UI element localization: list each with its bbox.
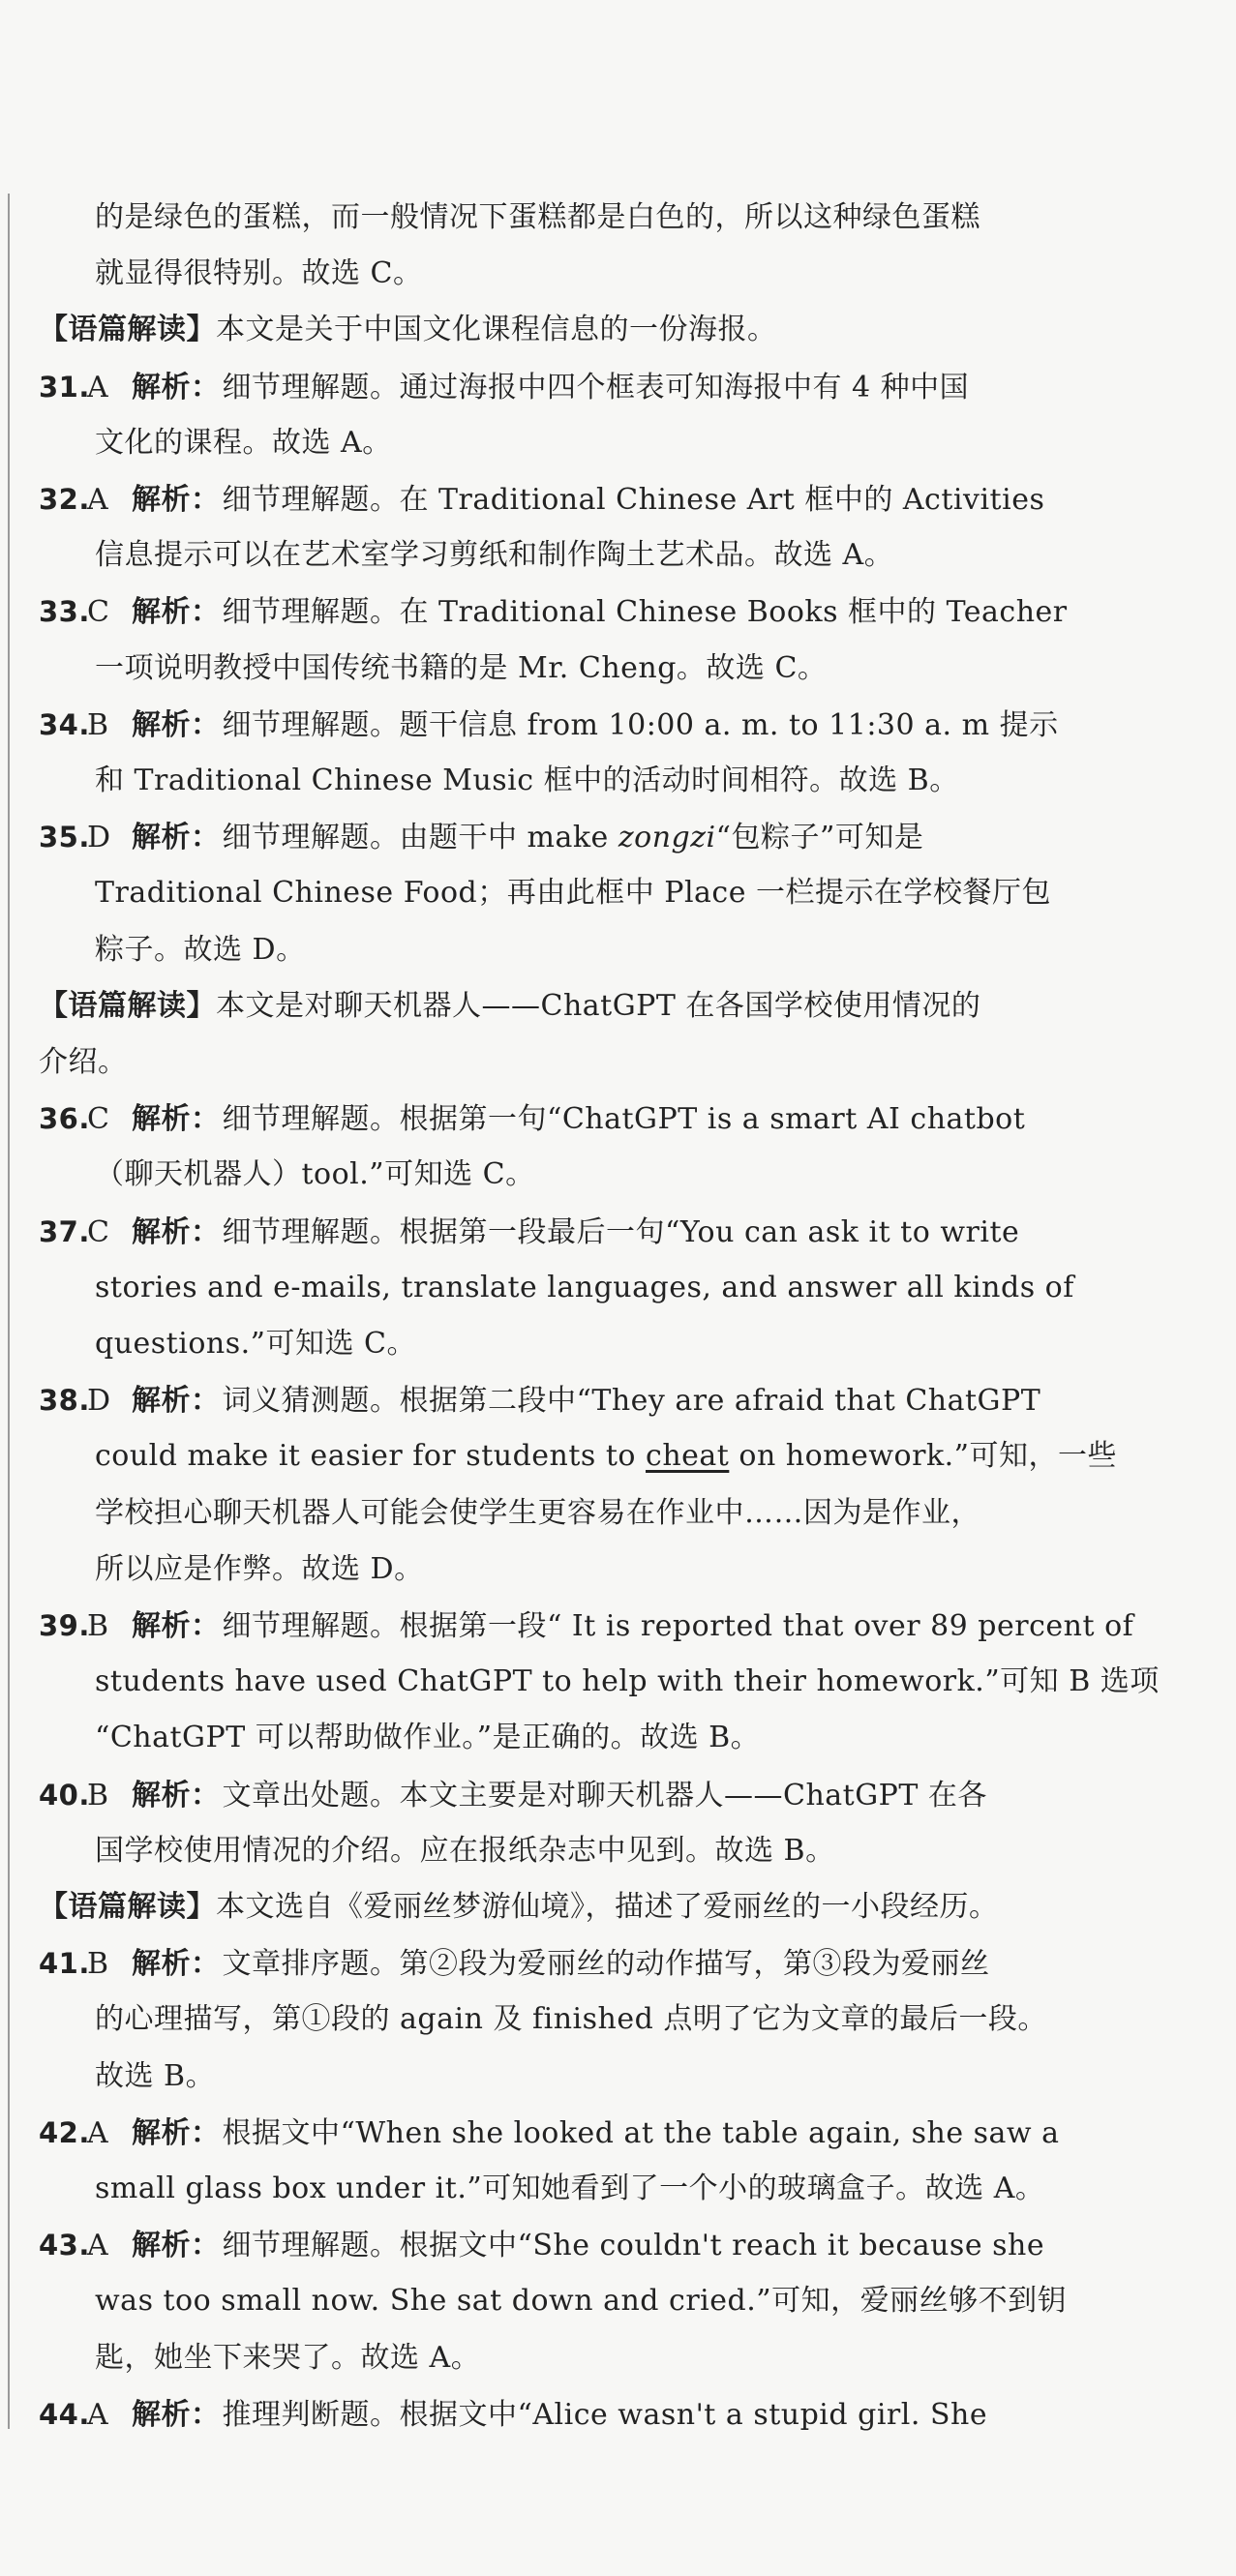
analysis-text: 细节理解题。通过海报中四个框表可知海报中有 4 种中国 [222,370,970,404]
question-number: 42. [39,2115,90,2149]
text-line: small glass box under it.”可知她看到了一个小的玻璃盒子。故选 A。 [95,2172,1045,2205]
question-number: 44. [39,2397,90,2431]
text-line: 就显得很特别。故选 C。 [95,256,423,291]
analysis-label: 解析： [132,595,221,630]
question-number: 33. [39,595,90,629]
text-segment: could make it easier for students to [95,1439,647,1474]
passage-summary-label: 语篇解读 [68,1890,187,1924]
question-number: 39. [39,1609,90,1642]
analysis-text: 根据文中“When she looked at the table again, she saw a [222,2115,1060,2150]
answer-letter: B [87,1947,109,1982]
text-line: 故选 B。 [95,2058,216,2093]
analysis-text: 词义猜测题。根据第二段中“They are afraid that ChatGPT [222,1384,1041,1419]
analysis-label: 解析： [132,821,221,855]
text-line: 和 Traditional Chinese Music 框中的活动时间相符。故选 B。 [95,764,959,797]
text-line: 学校担心聊天机器人可能会使学生更容易在作业中……因为是作业， [95,1495,980,1530]
text-line: 的心理描写，第①段的 again 及 finished 点明了它为文章的最后一段。 [95,2002,1047,2037]
question-number: 41. [39,1947,90,1981]
analysis-text: 细节理解题。根据第一段最后一句“You can ask it to write [222,1214,1020,1249]
analysis-label: 解析： [132,2397,221,2432]
analysis-label: 解析： [132,483,221,517]
answer-letter: B [87,707,109,742]
text-line: was too small now. She sat down and cried.”可知，爱丽丝够不到钥 [95,2284,1068,2319]
question-number: 36. [39,1102,90,1136]
question-entry [39,1381,1040,1421]
question-number: 31. [39,370,90,404]
analysis-text: 推理判断题。根据文中“Alice wasn't a stupid girl. She [222,2397,988,2432]
text-segment: on homework.”可知，一些 [729,1439,1118,1474]
text-line: （聊天机器人）tool.”可知选 C。 [95,1157,535,1192]
question-entry [39,480,1044,520]
question-number: 34. [39,707,90,741]
question-entry [39,2113,1060,2153]
text-line: Traditional Chinese Food；再由此框中 Place 一栏提示在学校餐厅包 [95,876,1052,911]
analysis-text: “包粽子”可知是 [715,821,924,855]
answer-letter: A [87,483,109,517]
bracket-open: 【 [39,1890,69,1924]
bracket-close: 】 [186,313,216,347]
answer-letter: A [87,2115,109,2150]
analysis-text: 细节理解题。题干信息 from 10:00 a. m. to 11:30 a. m 提示 [222,707,1059,742]
text-line: 粽子。故选 D。 [95,932,306,967]
answer-letter: A [87,370,109,404]
analysis-label: 解析： [132,2229,221,2263]
answer-letter: C [87,1214,110,1249]
analysis-label: 解析： [132,1384,221,1419]
text-line: questions.”可知选 C。 [95,1327,416,1361]
passage-summary [39,987,980,1026]
text-line: 一项说明教授中国传统书籍的是 Mr. Cheng。故选 C。 [95,650,828,685]
question-entry [39,1099,1025,1139]
question-entry [39,705,1059,745]
question-entry [39,818,923,857]
analysis-label: 解析： [132,2115,221,2150]
passage-summary [39,1888,999,1927]
question-entry [39,1606,1133,1646]
answer-letter: D [87,1384,111,1419]
passage-summary-label: 语篇解读 [68,313,187,347]
text-line: 介绍。 [39,1045,128,1079]
text-line: 国学校使用情况的介绍。应在报纸杂志中见到。故选 B。 [95,1833,835,1868]
question-number: 43. [39,2229,90,2262]
question-entry [39,2395,987,2435]
bracket-open: 【 [39,313,69,347]
analysis-text: 文章出处题。本文主要是对聊天机器人——ChatGPT 在各 [222,1778,987,1812]
passage-summary-text: 本文是关于中国文化课程信息的一份海报。 [216,313,777,347]
text-line: stories and e-mails, translate languages, and answer all kinds of [95,1270,1074,1304]
passage-summary-label: 语篇解读 [68,988,187,1023]
question-entry [39,592,1068,632]
passage-summary-text: 本文选自《爱丽丝梦游仙境》，描述了爱丽丝的一小段经历。 [216,1890,999,1924]
bracket-close: 】 [186,1890,216,1924]
question-number: 37. [39,1214,90,1248]
analysis-label: 解析： [132,1609,221,1643]
question-number: 40. [39,1778,90,1812]
answer-letter: D [87,821,111,855]
text-line: 的是绿色的蛋糕，而一般情况下蛋糕都是白色的，所以这种绿色蛋糕 [95,200,980,234]
answer-letter: C [87,1102,110,1137]
analysis-label: 解析： [132,1778,221,1812]
analysis-text: 文章排序题。第②段为爱丽丝的动作描写，第③段为爱丽丝 [222,1947,990,1982]
question-entry [39,2226,1044,2265]
text-line: 匙，她坐下来哭了。故选 A。 [95,2340,481,2375]
analysis-text: 细节理解题。根据文中“She couldn't reach it because she [222,2229,1045,2263]
text-line [95,1437,1117,1476]
italic-term: zongzi [618,821,716,855]
analysis-label: 解析： [132,1214,221,1249]
answer-letter: A [87,2397,109,2432]
passage-summary [39,311,777,349]
answer-letter: A [87,2229,109,2263]
analysis-text: 细节理解题。在 Traditional Chinese Art 框中的 Activities [222,483,1045,517]
question-entry [39,368,969,407]
analysis-text: 细节理解题。由题干中 make [222,821,618,855]
analysis-label: 解析： [132,370,221,404]
text-line: students have used ChatGPT to help with their homework.”可知 B 选项 [95,1664,1160,1699]
text-line: “ChatGPT 可以帮助做作业。”是正确的。故选 B。 [95,1721,761,1755]
analysis-label: 解析： [132,1102,221,1137]
bracket-close: 】 [186,988,216,1023]
analysis-label: 解析： [132,1947,221,1982]
bracket-open: 【 [39,988,69,1023]
text-line: 所以应是作弊。故选 D。 [95,1551,424,1586]
text-line: 信息提示可以在艺术室学习剪纸和制作陶土艺术品。故选 A。 [95,538,894,573]
analysis-text: 细节理解题。在 Traditional Chinese Books 框中的 Teacher [222,595,1068,630]
answer-letter: B [87,1609,109,1643]
question-number: 35. [39,821,90,854]
answer-letter: C [87,595,110,630]
question-entry [39,1776,987,1815]
underlined-word: cheat [646,1439,730,1474]
answer-letter: B [87,1778,109,1812]
passage-summary-text: 本文是对聊天机器人——ChatGPT 在各国学校使用情况的 [216,988,981,1023]
text-line: 文化的课程。故选 A。 [95,425,392,460]
question-number: 32. [39,483,90,516]
question-number: 38. [39,1384,90,1418]
question-entry [39,1213,1019,1252]
analysis-text: 细节理解题。根据第一段“ It is reported that over 89 percent of [222,1609,1134,1643]
question-entry [39,1944,990,1984]
analysis-text: 细节理解题。根据第一句“ChatGPT is a smart AI chatbot [222,1102,1026,1137]
analysis-label: 解析： [132,707,221,742]
